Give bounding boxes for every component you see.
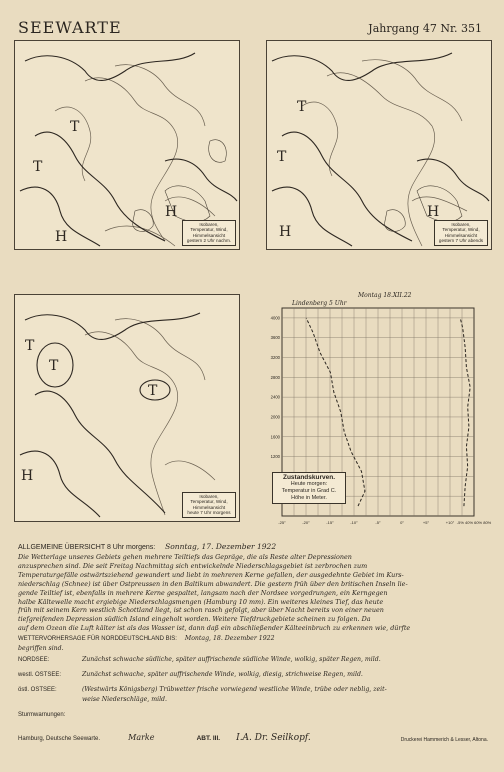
forecast-heading xyxy=(18,635,488,642)
chart-annotation-top: Montag 18.XII.22 xyxy=(358,292,412,299)
y-tick-label: 1200 xyxy=(270,454,280,460)
high-pressure-mark: H xyxy=(427,204,440,220)
region-label: NORDSEE: xyxy=(18,657,50,663)
weather-map-evening xyxy=(266,40,492,250)
legend-line: Temperatur, Wind, xyxy=(442,227,480,233)
report-line: auf dem Ozean die Luft kälter ist als das Wasser ist, dann daß ein abschließender Kälteeinbruch zu erkennen wie, dürfte xyxy=(18,624,411,633)
region-text: Zunächst schwache südliche, später auffrischende südliche Winde, wolkig, später Regen, mild. xyxy=(82,656,381,663)
section-title: ALLGEMEINE ÜBERSICHT 8 Uhr morgens: xyxy=(18,544,156,551)
map-3-legend xyxy=(182,492,236,518)
report-line: anzusprechen sind. Die seit Freitag Nachmittag sich entwickelnde Niederschlagsgebiet ist zerbrochen zum xyxy=(18,561,368,570)
footer-signature-1: Marke xyxy=(128,733,155,742)
legend-line: gestern 7 Uhr abends xyxy=(438,238,484,244)
y-tick-label: 4000 xyxy=(270,315,280,321)
report-line: früh mit seinem Kern westlich Schottland liegt, ist schon rasch gefolgt, aber über Nacht bereits von einer neuen xyxy=(18,606,384,615)
report-line: Temperaturgefälle ostwärtsziehend gewandert und liebt in mehreren Kerne gefallen, der ausgedehnte Gebiet im Kurs- xyxy=(18,570,404,579)
map-2-legend xyxy=(434,220,488,246)
y-tick-label: 3600 xyxy=(270,335,280,341)
x-tick-label: +5° xyxy=(422,520,430,525)
low-pressure-mark: T xyxy=(297,99,307,115)
forecast-label: WETTERVORHERSAGE FÜR NORDDEUTSCHLAND BIS: xyxy=(18,636,177,642)
region-text: weise Niederschläge, mild. xyxy=(82,696,167,703)
region-row-west-ostsee xyxy=(18,671,488,678)
report-line: halbe Kältewelle macht ergiebige Niederschlagsmengen (Hamburg 10 mm). Ein weiteres kleines Tief, das heute xyxy=(18,597,384,606)
footer-printer: Druckerei Hammerich & Lesser, Altona. xyxy=(400,737,488,743)
footer-department: ABT. III. xyxy=(196,735,221,742)
x-tick-label: -5% 40% 60% 80% xyxy=(456,520,492,525)
legend-line: Temperatur, Wind, xyxy=(190,227,228,233)
chart-legend-box xyxy=(272,472,346,504)
chart-subtitle-line: Höhe in Meter. xyxy=(291,495,327,501)
x-tick-label: -5° xyxy=(375,520,381,525)
report-header xyxy=(18,542,276,551)
chart-subtitle-line: Heute morgen: xyxy=(290,481,328,487)
legend-line: Isobaren, xyxy=(199,493,219,499)
nr-label: Nr. xyxy=(440,22,458,35)
forecast-extra: begriffen sind. xyxy=(18,645,64,652)
footer-place: Hamburg, Deutsche Seewarte. xyxy=(18,736,101,742)
x-tick-label: -25° xyxy=(278,520,286,525)
jahrgang-value: 47 xyxy=(422,22,437,35)
region-label: östl. OSTSEE: xyxy=(18,687,57,693)
issue-info xyxy=(368,22,482,35)
region-row-storm xyxy=(18,711,488,718)
report-line: tiefgreifenden Depression südlich Island eingeholt worden. Weitere Tiefdruckgebiete scheinen zu folgen. Da xyxy=(18,615,371,624)
page-title: SEEWARTE xyxy=(18,18,122,37)
x-tick-label: -10° xyxy=(350,520,358,525)
low-pressure-mark: T xyxy=(25,338,35,354)
region-text: (Westwärts Königsberg) Trübwetter frische vorwiegend westliche Winde, trübe oder neblig, zeit- xyxy=(82,686,387,693)
state-curves-chart xyxy=(258,292,492,528)
footer xyxy=(18,733,488,743)
x-tick-label: 0° xyxy=(400,520,404,525)
map-2-drawing xyxy=(267,41,491,249)
low-pressure-mark: T xyxy=(49,358,59,374)
y-tick-label: 2000 xyxy=(270,414,280,420)
y-tick-label: 2800 xyxy=(270,374,280,380)
x-tick-label: -15° xyxy=(326,520,334,525)
legend-line: Isobaren, xyxy=(451,221,471,227)
low-pressure-mark: T xyxy=(33,159,43,175)
x-tick-label: +10° xyxy=(445,520,455,525)
x-tick-label: -20° xyxy=(302,520,310,525)
legend-line: Himmelsansicht xyxy=(444,232,478,238)
footer-signature-2: I.A. Dr. Seilkopf. xyxy=(236,733,311,743)
report-line: niederschlag (Schnee) ist über Ostpreussen in den Baltikum abwandert. Die gestern früh über den britischen Inseln lie- xyxy=(18,579,408,588)
high-pressure-mark: H xyxy=(21,468,34,484)
y-tick-label: 3200 xyxy=(270,355,280,361)
low-pressure-mark: T xyxy=(277,149,287,165)
region-label: Sturmwarnungen: xyxy=(18,712,66,718)
region-row-east-ostsee xyxy=(18,686,488,693)
y-tick-label: 1600 xyxy=(270,434,280,440)
y-tick-label: 2400 xyxy=(270,394,280,400)
low-pressure-mark: T xyxy=(148,383,158,399)
high-pressure-mark: H xyxy=(279,224,292,240)
legend-line: heute 7 Uhr morgens xyxy=(187,510,231,516)
chart-title: Zustandskurven. xyxy=(282,474,335,481)
region-row-east-ostsee-cont xyxy=(18,696,488,703)
legend-line: gestern 2 Uhr nachm. xyxy=(186,238,232,244)
map-1-legend xyxy=(182,220,236,246)
legend-line: Isobaren, xyxy=(199,221,219,227)
chart-annotation-left: Lindenberg 5 Uhr xyxy=(292,300,347,307)
nr-value: 351 xyxy=(461,22,482,35)
report-line: Die Wetterlage unseres Gebiets gehen mehrere Teiltiefs das Gepräge, die als Reste alter Depressionen xyxy=(18,553,352,561)
map-3-drawing xyxy=(15,295,239,521)
report-date: Sonntag, 17. Dezember 1922 xyxy=(165,542,277,551)
forecast-date: Montag, 18. Dezember 1922 xyxy=(184,635,275,642)
legend-line: Temperatur, Wind, xyxy=(190,499,228,505)
region-text: Zunächst schwache, später auffrischende Winde, wolkig, diesig, strichweise Regen, mild. xyxy=(82,671,363,678)
jahrgang-label: Jahrgang xyxy=(368,22,420,35)
weather-map-morning xyxy=(14,294,240,522)
high-pressure-mark: H xyxy=(55,229,68,245)
legend-line: Himmelsansicht xyxy=(192,232,226,238)
report-line: gende Teiltief ist, ebenfalls in mehrere Kerne gespaltet, langsam nach der Nordsee vorgedrungen, ein Kerngegen xyxy=(18,588,388,597)
high-pressure-mark: H xyxy=(165,204,178,220)
weather-map-afternoon xyxy=(14,40,240,250)
map-1-drawing xyxy=(15,41,239,249)
chart-subtitle-line: Temperatur in Grad C. xyxy=(281,488,337,494)
low-pressure-mark: T xyxy=(70,119,80,135)
humidity-curve xyxy=(460,318,470,506)
region-row-nordsee xyxy=(18,656,488,663)
report-paragraph xyxy=(18,553,488,633)
region-label: westl. OSTSEE: xyxy=(18,672,62,678)
legend-line: Himmelsansicht xyxy=(192,504,226,510)
